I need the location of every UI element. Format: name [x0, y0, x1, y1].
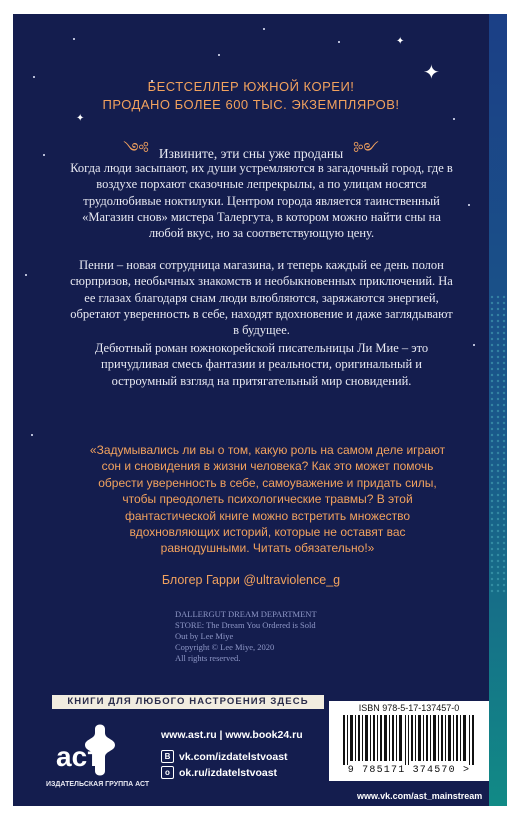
- tagline-banner: КНИГИ ДЛЯ ЛЮБОГО НАСТРОЕНИЯ ЗДЕСЬ: [52, 695, 324, 709]
- logo-text: аст: [56, 741, 101, 772]
- description-paragraph-1: Когда люди засыпают, их души устремляются в загадочный город, где в воздухе порхают сказочные лепрекрылы, а по улицам носятся трудолюбивые ноктилуки. Центром города является таинственный «Магазин снов» мистера Талергута, в котором можно найти сны на любой вкус, но за соответствующую цену.: [70, 161, 453, 241]
- copyright-line: DALLERGUT DREAM DEPARTMENT: [175, 609, 317, 619]
- copyright-line: All rights reserved.: [175, 653, 241, 663]
- description-paragraph-2: Пенни – новая сотрудница магазина, и теперь каждый ее день полон сюрпризов, необычных знакомств и необыкновенных приключений. На ее глазах благодаря снам люди влюбляются, заряжаются энергией, обретают уверенность в себе, находят вдохновение и даже заглядывают в будущее.: [70, 258, 453, 338]
- star-dot: [218, 54, 220, 56]
- barcode-panel: [329, 701, 489, 781]
- publisher-websites[interactable]: www.ast.ru | www.book24.ru: [161, 729, 303, 741]
- ornament-left-icon: ༺: [123, 141, 149, 158]
- star-dot: [453, 118, 455, 120]
- copyright-block: [175, 609, 325, 664]
- sparkle-star-icon: ✦: [423, 62, 440, 84]
- book-back-cover: [13, 14, 507, 806]
- vk-link[interactable]: [161, 750, 288, 763]
- spine-dot-pattern: [489, 294, 507, 594]
- star-dot: [468, 204, 470, 206]
- star-dot: [263, 28, 265, 30]
- subtitle: Извините, эти сны уже проданы: [158, 145, 344, 161]
- copyright-line: STORE: The Dream You Ordered is Sold: [175, 620, 316, 630]
- sparkle-star-icon: ✦: [396, 36, 405, 47]
- review-quote: «Задумывались ли вы о том, какую роль на самом деле играют сон и сновидения в жизни человека? Как это может помочь обрести уверенность в себе, самоуважение и придать силы, чтобы преодолеть психологические травмы? В этой фантастической книге можно встретить множество вдохновляющих историй, которые не оставят вас равнодушными. Читать обязательно!»: [89, 443, 446, 556]
- vk-icon: B: [161, 750, 174, 763]
- vk-mainstream-link[interactable]: www.vk.com/ast_mainstream: [357, 791, 483, 801]
- vk-link-text: vk.com/izdatelstvoast: [179, 750, 288, 763]
- copyright-line: Copyright © Lee Miye, 2020: [175, 642, 275, 652]
- quote-author: Блогер Гарри @ultraviolence_g: [161, 573, 341, 587]
- sales-headline: ПРОДАНО БОЛЕЕ 600 ТЫС. ЭКЗЕМПЛЯРОВ!: [102, 97, 400, 112]
- star-dot: [33, 76, 35, 78]
- barcode-digits: 9 785171 374570 >: [347, 765, 471, 776]
- isbn-label: ISBN 978-5-17-137457-0: [358, 703, 460, 713]
- star-dot: [73, 38, 75, 40]
- ok-link-text: ok.ru/izdatelstvoast: [179, 766, 278, 779]
- copyright-line: Out by Lee Miye: [175, 631, 234, 641]
- star-dot: [25, 274, 27, 276]
- ast-logo: [50, 721, 130, 777]
- barcode-image: [343, 715, 475, 765]
- star-dot: [473, 344, 475, 346]
- bestseller-headline: БЕСТСЕЛЛЕР ЮЖНОЙ КОРЕИ!: [147, 79, 355, 94]
- star-dot: [338, 41, 340, 43]
- ornament-right-icon: ༻: [353, 141, 379, 158]
- ok-link[interactable]: [161, 766, 277, 779]
- publisher-name: ИЗДАТЕЛЬСКАЯ ГРУППА АСТ: [46, 781, 150, 788]
- description-paragraph-3: Дебютный роман южнокорейской писательницы Ли Мие – это причудливая смесь фантазии и реальности, оригинальный и остроумный взгляд на притягательный мир сновидений.: [94, 341, 429, 388]
- ok-icon: o: [161, 766, 174, 779]
- sparkle-star-icon: ✦: [76, 113, 85, 124]
- star-dot: [31, 434, 33, 436]
